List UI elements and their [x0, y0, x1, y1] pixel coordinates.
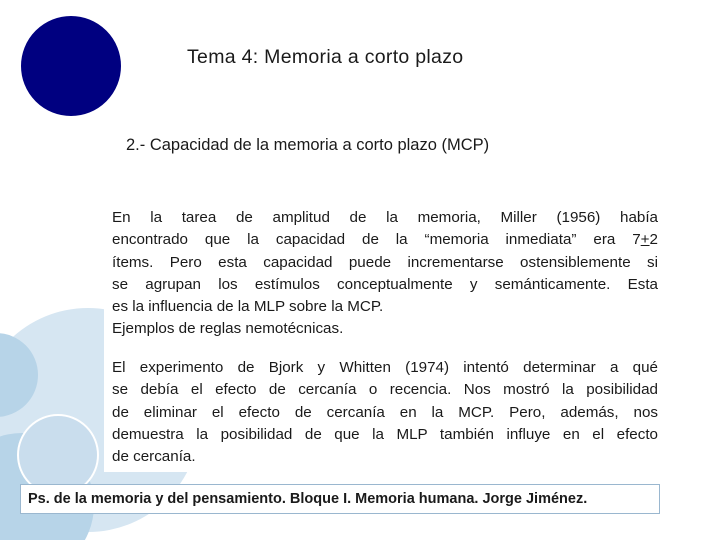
paragraph-line: El experimento de Bjork y Whitten (1974) intentó determinar a qué — [112, 359, 658, 376]
paragraph-line: de cercanía. — [112, 448, 196, 466]
paragraph-line: demuestra la posibilidad de que la MLP también influye en el efecto — [112, 425, 658, 443]
navy-circle — [20, 15, 122, 117]
plus-minus-symbol: + — [640, 231, 650, 249]
paragraph-bjork-whitten — [112, 357, 658, 468]
paragraph-line: se agrupan los estímulos conceptualmente y semánticamente. Esta — [112, 275, 658, 293]
footer-citation: Ps. de la memoria y del pensamiento. Bloque I. Memoria humana. Jorge Jiménez. — [20, 484, 660, 514]
paragraph-line: de eliminar el efecto de cercanía en la MCP. Pero, además, nos — [112, 403, 658, 421]
paragraph-line: es la influencia de la MLP sobre la MCP. — [112, 298, 384, 316]
paragraph-line: ítems. Pero esta capacidad puede incrementarse ostensiblemente si — [112, 253, 658, 271]
paragraph-line: Ejemplos de reglas nemotécnicas. — [112, 320, 344, 338]
slide-title: Tema 4: Memoria a corto plazo — [187, 46, 464, 68]
paragraph-line-end: 2 — [649, 231, 658, 249]
white-ring-circle — [18, 415, 98, 495]
slide-subtitle: 2.- Capacidad de la memoria a corto plazo (MCP) — [126, 136, 490, 154]
paragraph-miller — [112, 207, 658, 341]
paragraph-line-text: encontrado que la capacidad de la “memoria inmediata” era 7 — [112, 231, 641, 249]
paragraph-line: En la tarea de amplitud de la memoria, Miller (1956) había — [112, 209, 658, 226]
paragraph-line — [112, 229, 658, 251]
paragraph-line: se debía el efecto de cercanía o recencia. Nos mostró la posibilidad — [112, 381, 658, 399]
